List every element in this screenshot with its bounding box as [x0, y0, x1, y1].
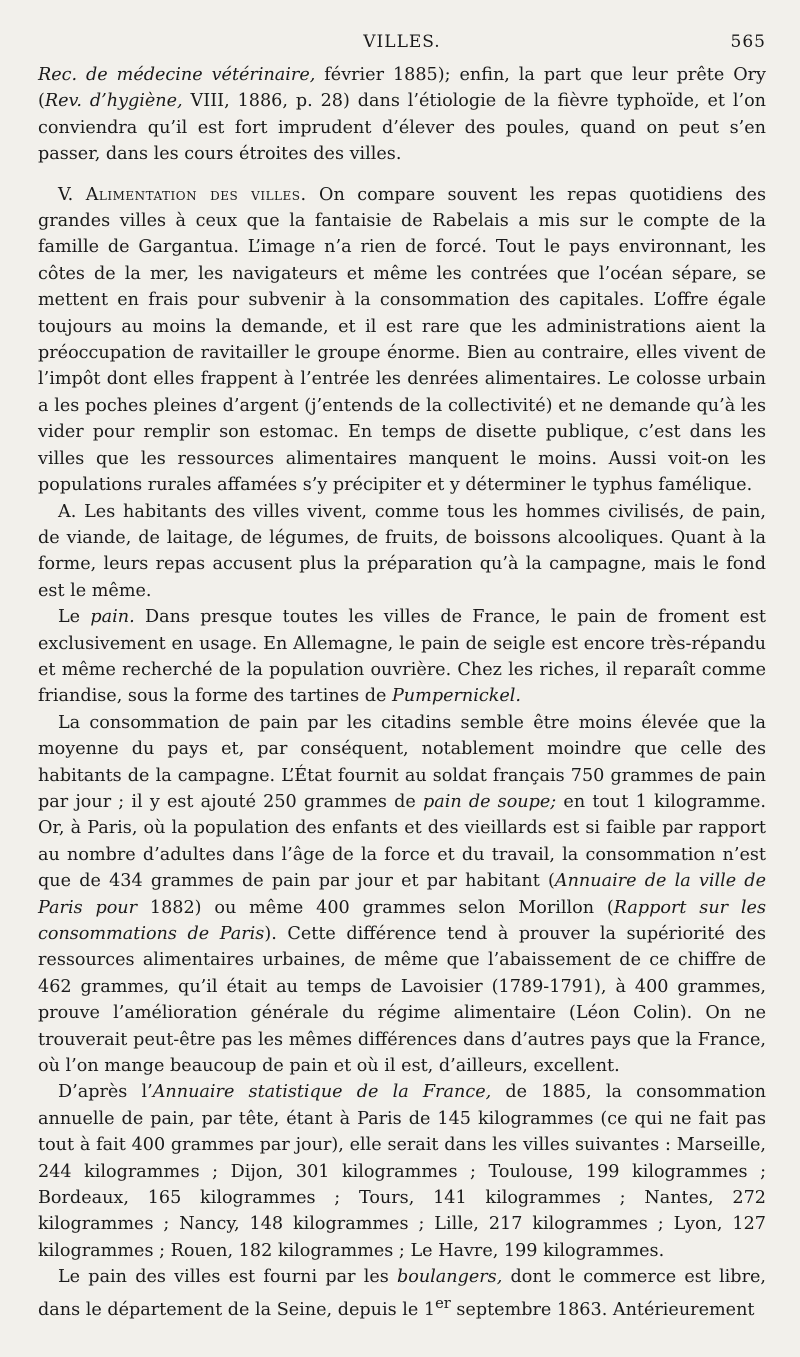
- text-run: VIII, 1886, p. 28) dans l’étiologie de la fièvre typhoïde, et l’on conviendra qu’il est fort imprudent d’élever des poules, quand on peut s’en passer, dans les cours étroites des villes.: [38, 91, 766, 165]
- italic-run: Rec. de médecine vétérinaire,: [38, 65, 316, 85]
- page-number: 565: [730, 32, 766, 52]
- text-run: V.: [58, 184, 86, 205]
- text-run: dont le commerce est libre, dans le département de la Seine, depuis le 1: [38, 1267, 766, 1320]
- text-run: On compare souvent les repas quotidiens des grandes villes à ceux que la fantaisie de Rabelais a mis sur le compte de la famille de Gargantua. L’image n’a rien de forcé. Tout le pays environnant, les côtes de la mer, les navigateurs et même les contrées que l’océan sépare, se mettent en frais pour subvenir à la consommation des capitales. L’offre égale toujours au moins la demande, et il est rare que les administrations aient la préoccupation de ravitailler le groupe énorme. Bien au contraire, elles vivent de l’impôt dont elles frappent à l’entrée les denrées alimentaires. Le colosse urbain a les poches pleines d’argent (j’entends de la collectivité) et ne demande qu’à les vider pour remplir son estomac. En temps de disette publique, c’est dans les villes que les ressources alimentaires manquent le moins. Aussi voit-on les populations rurales affamées s’y précipiter et y déterminer le typhus famélique.: [38, 184, 766, 496]
- italic-run: Annuaire de la ville de Paris pour: [38, 871, 766, 918]
- text-run: A. Les habitants des villes vivent, comme tous les hommes civilisés, de pain, de viande, de laitage, de légumes, de fruits, de boissons alcooliques. Quant à la forme, leurs repas accusent plus la préparation qu’à la campagne, mais le fond est le même.: [38, 501, 766, 601]
- text-run: ). Cette différence tend à prouver la supériorité des ressources alimentaires urbaines, de même que l’abaissement de ce chiffre de 462 grammes, qu’il était au temps de Lavoisier (1789-1791), à 400 grammes, prouve l’amélioration générale du régime alimentaire (Léon Colin). On ne trouverait peut-être pas les mêmes différences dans d’autres pays que la France, où l’on mange beaucoup de pain et où il est, d’ailleurs, excellent.: [38, 924, 766, 1077]
- paragraph: [38, 1264, 766, 1323]
- italic-run: pain.: [90, 607, 135, 628]
- paragraph: [38, 499, 766, 605]
- paragraph: [38, 62, 766, 168]
- paragraph: [38, 710, 766, 1080]
- running-title: VILLES.: [363, 32, 441, 52]
- paragraph: [38, 1079, 766, 1264]
- italic-run: Annuaire statistique de la France,: [152, 1082, 492, 1103]
- text-run: de 1885, la consommation annuelle de pain, par tête, étant à Paris de 145 kilogrammes (ce qui ne fait pas tout à fait 400 grammes par jour), elle serait dans les villes suivantes : Marseille, 244 kilogrammes ; Dijon, 301 kilogrammes ; Toulouse, 199 kilogrammes ; Bordeaux, 165 kilogrammes ; Tours, 141 kilogrammes ; Nantes, 272 kilogrammes ; Nancy, 148 kilogrammes ; Lille, 217 kilogrammes ; Lyon, 127 kilogrammes ; Rouen, 182 kilogrammes ; Le Havre, 199 kilogrammes.: [38, 1082, 766, 1261]
- text-run: en tout 1 kilogramme. Or, à Paris, où la population des enfants et des vieillards est si faible par rapport au nombre d’adultes dans l’âge de la force et du travail, la consommation n’est que de 434 grammes de pain par jour et par habitant (: [38, 791, 766, 892]
- text-run: septembre 1863. Antérieurement: [450, 1299, 755, 1320]
- italic-run: boulangers,: [396, 1267, 503, 1288]
- paragraph: [38, 604, 766, 710]
- text-run: Le: [58, 607, 91, 628]
- section-heading: Alimentation des villes.: [85, 184, 307, 205]
- running-head: [38, 28, 766, 62]
- paragraph: [38, 182, 766, 499]
- text-run: 1882) ou même 400 grammes selon Morillon (: [137, 897, 614, 918]
- text-run: Dans presque toutes les villes de France, le pain de froment est exclusivement en usage. En Allemagne, le pain de seigle est encore très-répandu et même recherché de la population ouvrière. Chez les riches, il reparaît comme friandise, sous la forme des tartines de: [38, 607, 766, 707]
- italic-run: Rapport sur les consommations de Paris: [38, 897, 766, 944]
- body-text: [38, 62, 766, 1323]
- italic-run: Rev. d’hygiène,: [44, 91, 183, 112]
- text-run: D’après l’: [58, 1082, 153, 1103]
- italic-run: pain de soupe;: [422, 791, 557, 812]
- superscript: er: [435, 1294, 451, 1312]
- text-run: La consommation de pain par les citadins semble être moins élevée que la moyenne du pays et, par conséquent, notablement moindre que celle des habitants de la campagne. L’État fournit au soldat français 750 grammes de pain par jour ; il y est ajouté 250 grammes de: [38, 712, 766, 812]
- text-run: Le pain des villes est fourni par les: [58, 1267, 397, 1288]
- text-run: février 1885); enfin, la part que leur prête Ory (: [38, 65, 766, 112]
- italic-run: Pumpernickel.: [391, 686, 522, 707]
